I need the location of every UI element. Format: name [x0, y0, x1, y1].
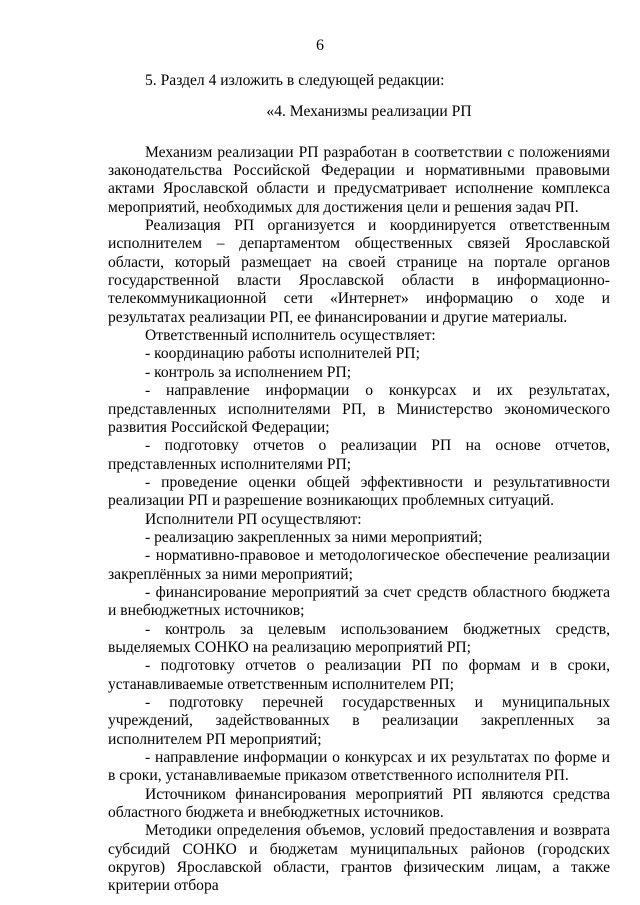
list-item: - нормативно-правовое и методологическое обеспечение реализации закреплённых за ними мероприятий; — [108, 547, 610, 583]
paragraph-funding-source: Источником финансирования мероприятий РП являются средства областного бюджета и внебюджетных источников. — [108, 785, 610, 822]
list-item: - подготовку отчетов о реализации РП на основе отчетов, представленных исполнителями РП; — [108, 437, 610, 473]
list-item: - проведение оценки общей эффективности и результативности реализации РП и разрешение возникающих проблемных ситуаций. — [108, 473, 610, 510]
list-item: - контроль за целевым использованием бюджетных средств, выделяемых СОНКО на реализацию мероприятий РП; — [108, 620, 610, 656]
list-item: - координацию работы исполнителей РП; — [145, 345, 420, 363]
list-item: - реализацию закрепленных за ними мероприятий; — [145, 528, 483, 546]
document-body — [108, 72, 610, 896]
paragraph-executors: Исполнители РП осуществляют: — [145, 510, 362, 528]
amendment-intro: 5. Раздел 4 изложить в следующей редакции: — [145, 72, 445, 89]
list-item: - финансирование мероприятий за счет средств областного бюджета и внебюджетных источников; — [108, 583, 610, 620]
paragraph-responsible-executor: Ответственный исполнитель осуществляет: — [145, 327, 436, 345]
list-item: - подготовку отчетов о реализации РП по формам и в сроки, устанавливаемые ответственным исполнителем РП; — [108, 657, 610, 693]
section-title: «4. Механизмы реализации РП — [266, 103, 472, 121]
paragraph-mechanism: Механизм реализации РП разработан в соответствии с положениями законодательства Российской Федерации и нормативными правовыми актами Ярославской области и предусматривает исполнение комплекса мероприятий, необходимых для достижения цели и решения задач РП. — [108, 143, 610, 216]
list-item: - направление информации о конкурсах и их результатах, представленных исполнителями РП, в Министерство экономического развития Российской Федерации; — [108, 382, 610, 436]
list-item: - подготовку перечней государственных и муниципальных учреждений, задействованных в реализации закрепленных за исполнителем РП мероприятий; — [108, 694, 610, 748]
page-number: 6 — [316, 37, 324, 54]
paragraph-methods: Методики определения объемов, условий предоставления и возврата субсидий СОНКО и бюджетам муниципальных районов (городских округов) Ярославской области, грантов физическим лицам, а также критерии отбора — [108, 822, 610, 895]
paragraph-implementation: Реализация РП организуется и координируется ответственным исполнителем – департаментом общественных связей Ярославской области, который размещает на своей странице на портале органов государственной власти Ярославской области в информационно-телекоммуникационной сети «Интернет» информацию о ходе и результатах реализации РП, ее финансировании и другие материалы. — [108, 217, 610, 326]
list-item: - контроль за исполнением РП; — [145, 363, 352, 381]
list-item: - направление информации о конкурсах и их результатах по форме и в сроки, устанавливаемые приказом ответственного исполнителя РП. — [108, 749, 610, 785]
